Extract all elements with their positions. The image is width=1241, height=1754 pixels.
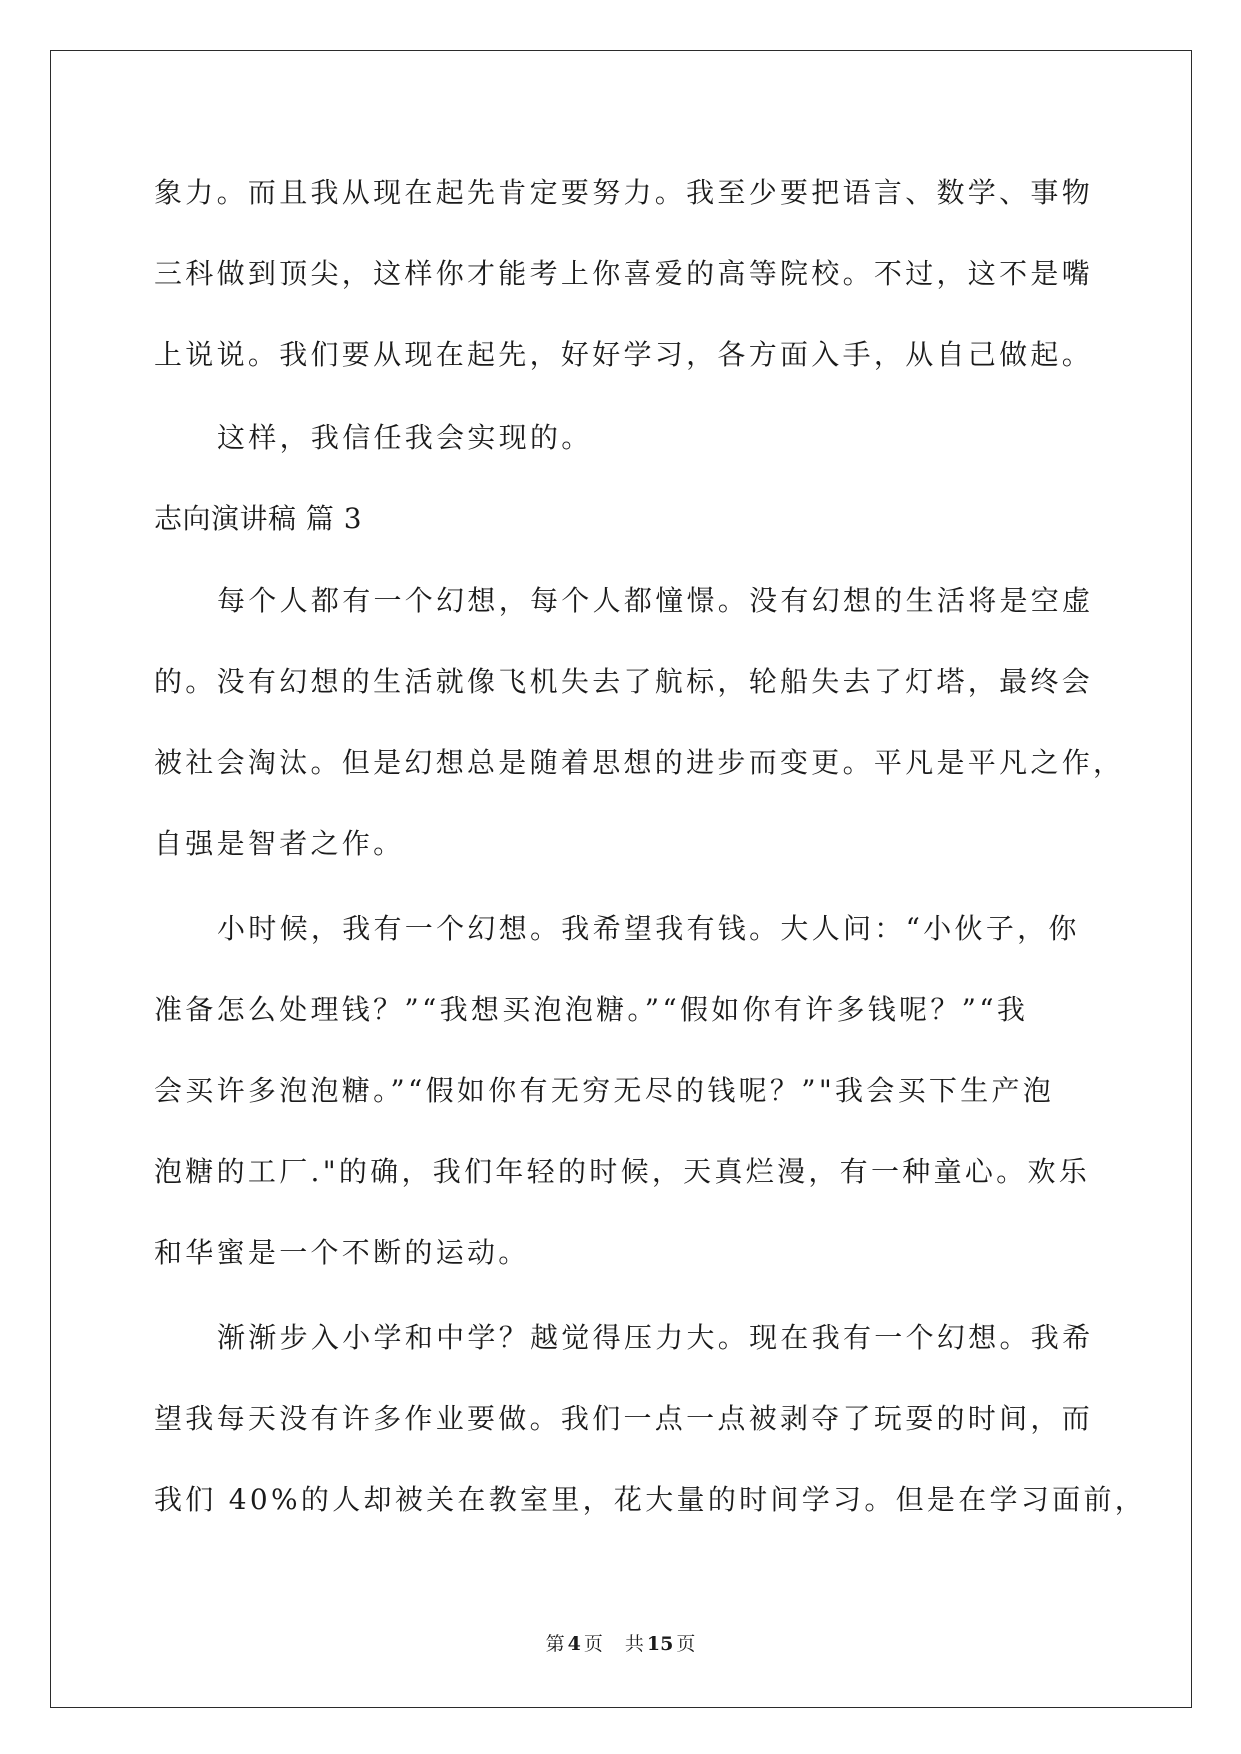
text-line: 上说说。我们要从现在起先，好好学习，各方面入手，从自己做起。 bbox=[154, 338, 1094, 371]
text-line: 望我每天没有许多作业要做。我们一点一点被剥夺了玩耍的时间，而 bbox=[154, 1402, 1094, 1435]
text-line: 被社会淘汰。但是幻想总是随着思想的进步而变更。平凡是平凡之作， bbox=[154, 746, 1125, 779]
text-line: 每个人都有一个幻想，每个人都憧憬。没有幻想的生活将是空虚 bbox=[217, 584, 1094, 617]
text-line: 三科做到顶尖，这样你才能考上你喜爱的高等院校。不过，这不是嘴 bbox=[154, 257, 1094, 290]
page-prefix: 第 bbox=[545, 1633, 565, 1655]
text-line: 和华蜜是一个不断的运动。 bbox=[154, 1236, 530, 1269]
total-pages: 15 bbox=[646, 1633, 674, 1655]
text-line: 渐渐步入小学和中学？越觉得压力大。现在我有一个幻想。我希 bbox=[217, 1321, 1094, 1354]
total-suffix: 页 bbox=[676, 1633, 696, 1655]
text-line: 会买许多泡泡糖。”“假如你有无穷无尽的钱呢？”"我会买下生产泡 bbox=[154, 1074, 1055, 1107]
text-line: 象力。而且我从现在起先肯定要努力。我至少要把语言、数学、事物 bbox=[154, 176, 1094, 209]
text-line: 小时候，我有一个幻想。我希望我有钱。大人问：“小伙子，你 bbox=[217, 912, 1080, 945]
page-footer bbox=[0, 1632, 1241, 1656]
text-line: 这样，我信任我会实现的。 bbox=[217, 421, 593, 454]
page-border bbox=[50, 50, 1192, 1708]
text-line: 自强是智者之作。 bbox=[154, 827, 405, 860]
section-heading: 志向演讲稿 篇 3 bbox=[154, 502, 363, 535]
text-line: 我们 40%的人却被关在教室里，花大量的时间学习。但是在学习面前， bbox=[154, 1483, 1147, 1516]
total-prefix: 共 bbox=[624, 1633, 644, 1655]
text-line: 准备怎么处理钱？”“我想买泡泡糖。”“假如你有许多钱呢？”“我 bbox=[154, 993, 1029, 1026]
page-suffix: 页 bbox=[583, 1633, 603, 1655]
text-line: 的。没有幻想的生活就像飞机失去了航标，轮船失去了灯塔，最终会 bbox=[154, 665, 1094, 698]
page-number: 4 bbox=[567, 1633, 581, 1655]
text-line: 泡糖的工厂."的确，我们年轻的时候，天真烂漫，有一种童心。欢乐 bbox=[154, 1155, 1091, 1188]
